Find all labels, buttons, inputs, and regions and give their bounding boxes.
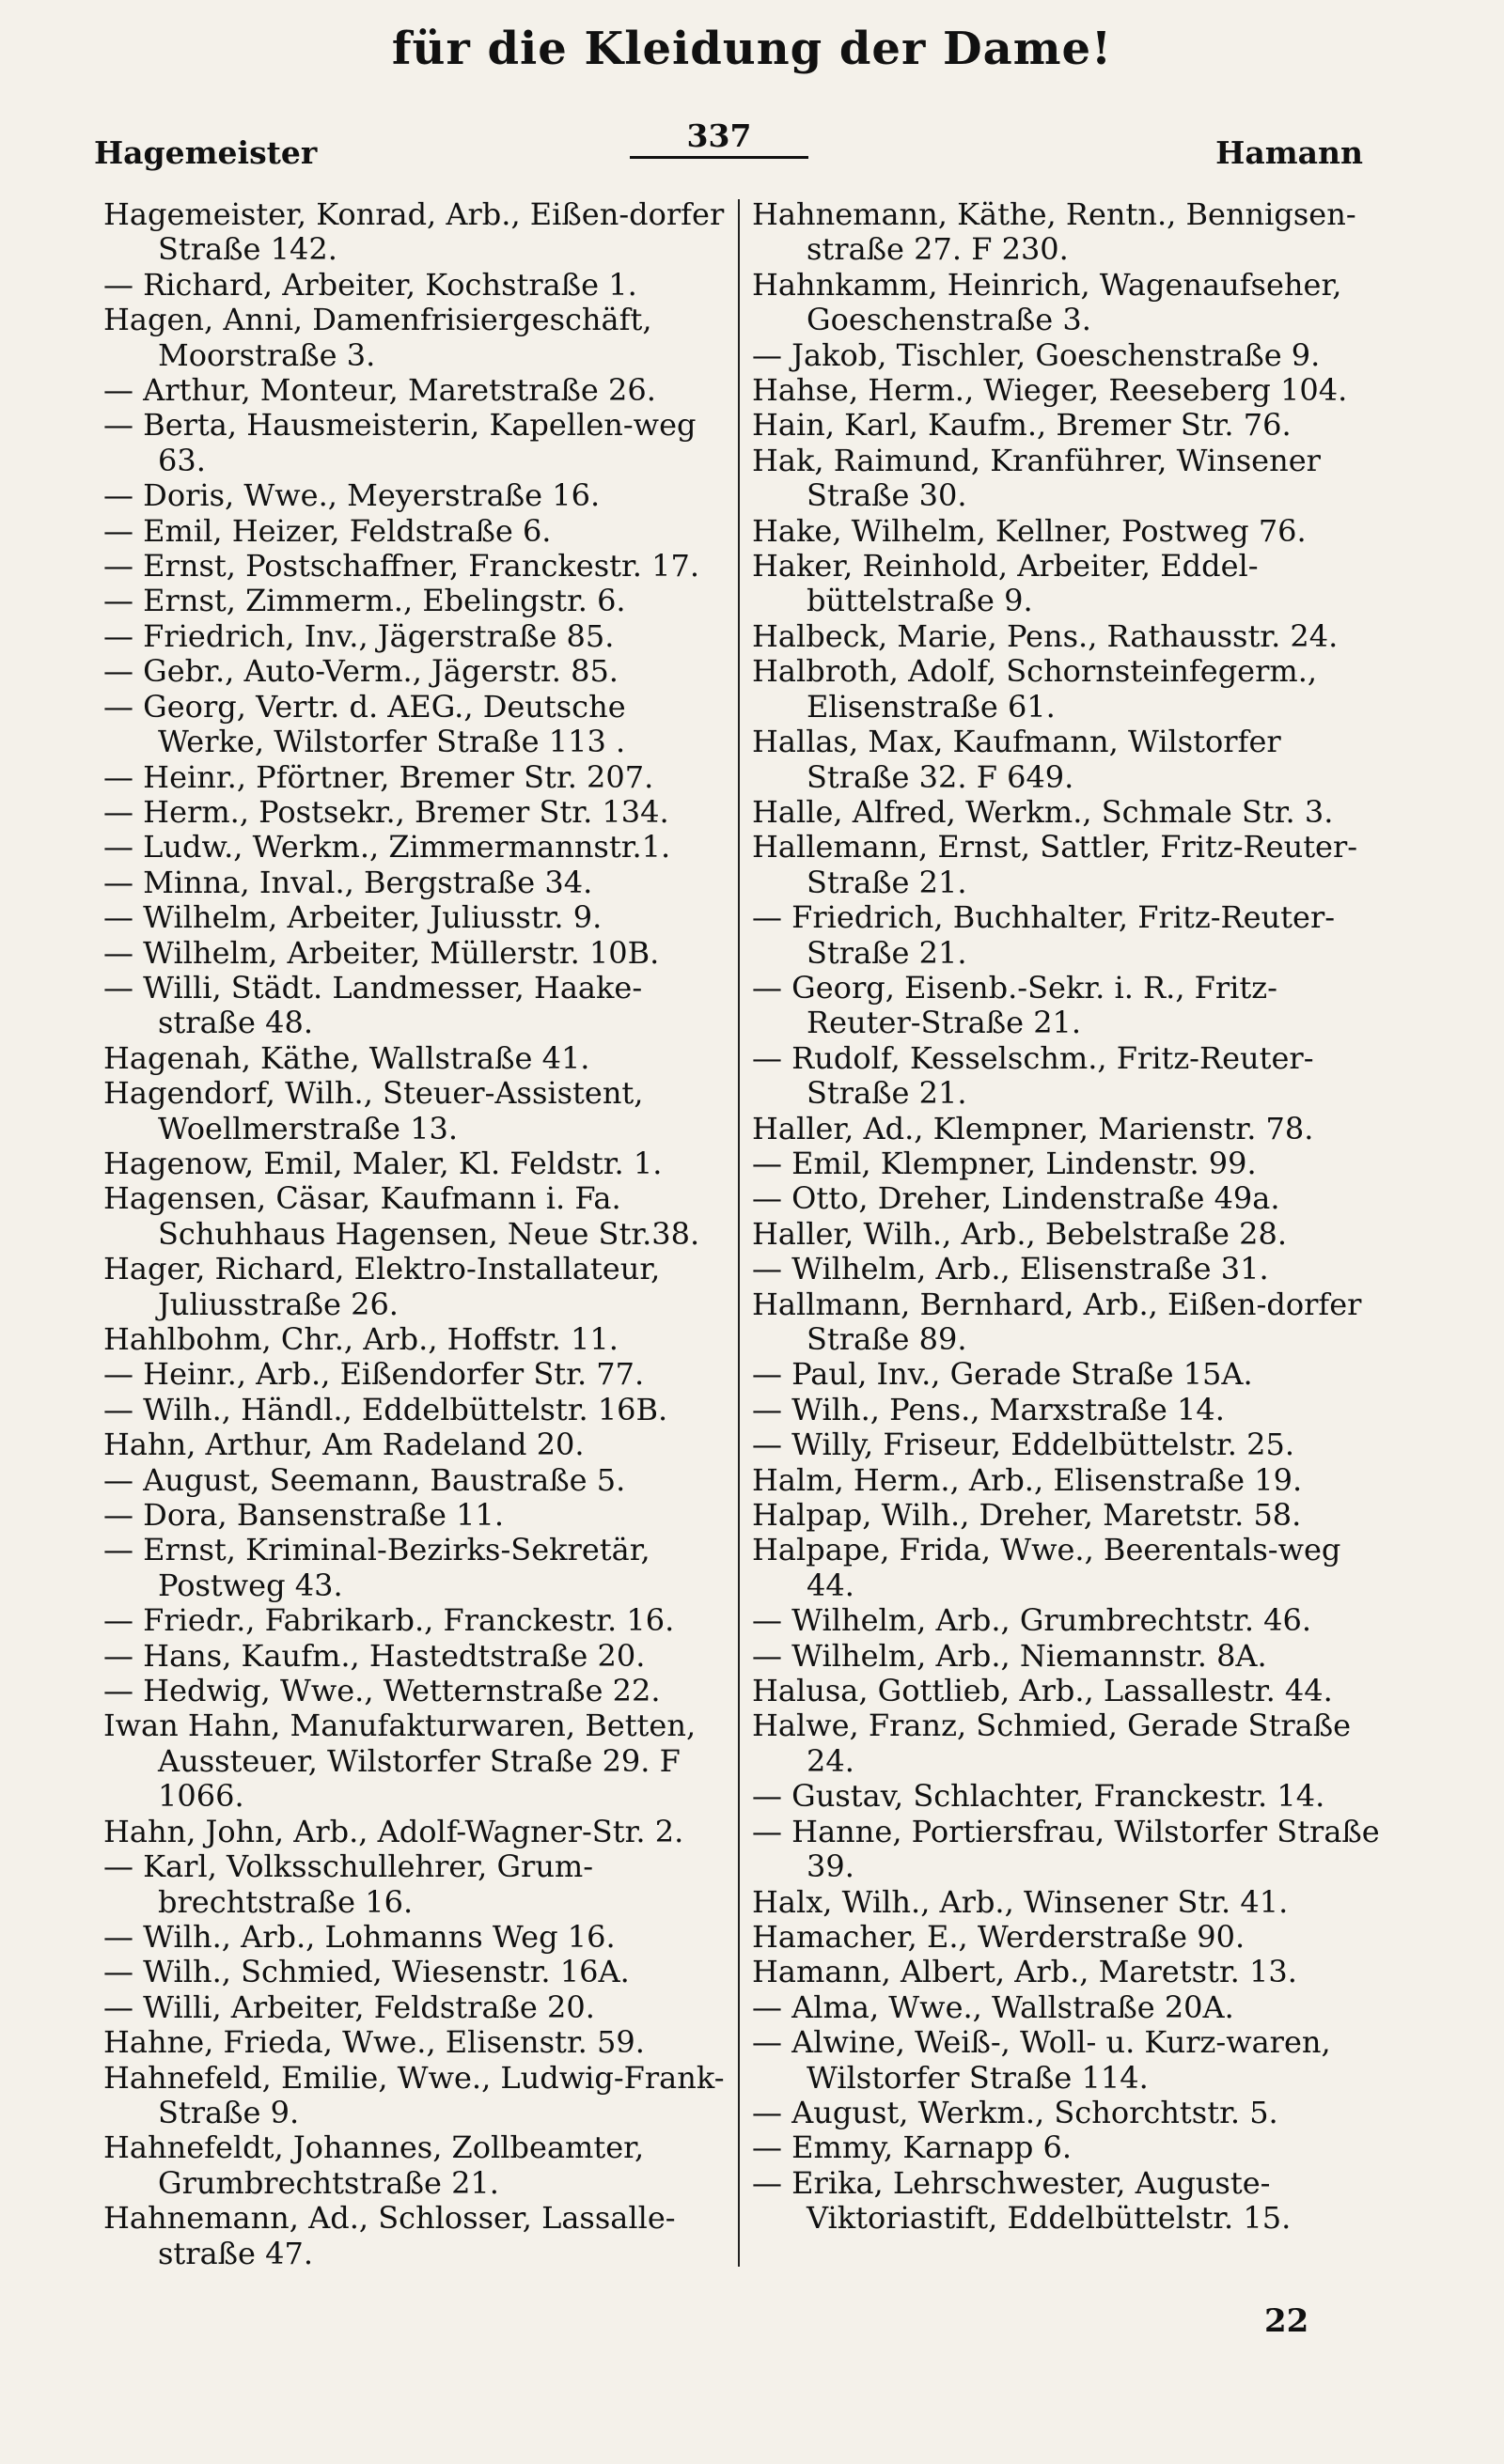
directory-entry: — Willy, Friseur, Eddelbüttelstr. 25.	[752, 1427, 1294, 1463]
directory-entry: — Wilh., Arb., Lohmanns Weg 16.	[103, 1918, 616, 1955]
directory-entry: Hahn, Arthur, Am Radeland 20.	[103, 1427, 585, 1463]
directory-entry: Hagenah, Käthe, Wallstraße 41.	[103, 1039, 590, 1076]
directory-entry: Hallas, Max, Kaufmann, Wilstorfer Straße 32. F 649.	[752, 724, 1281, 795]
directory-entry: — Wilhelm, Arb., Grumbrechtstr. 46.	[752, 1602, 1312, 1639]
column-divider	[738, 199, 740, 2267]
page-number-rule	[630, 156, 808, 159]
directory-entry: — Friedr., Fabrikarb., Franckestr. 16.	[103, 1602, 675, 1639]
directory-entry: Hahn, John, Arb., Adolf-Wagner-Str. 2.	[103, 1813, 684, 1849]
directory-entry: — Berta, Hausmeisterin, Kapellen-weg 63.	[103, 407, 697, 478]
directory-entry: — Hans, Kaufm., Hastedtstraße 20.	[103, 1637, 646, 1674]
directory-entry: Hagemeister, Konrad, Arb., Eißen-dorfer Straße 142.	[103, 196, 725, 268]
directory-entry: — August, Werkm., Schorchtstr. 5.	[752, 2094, 1278, 2130]
directory-entry: Hahne, Frieda, Wwe., Elisenstr. 59.	[103, 2024, 645, 2061]
directory-entry: — Rudolf, Kesselschm., Fritz-Reuter-Straße 21.	[752, 1039, 1314, 1112]
directory-entry: — Emmy, Karnapp 6.	[752, 2129, 1073, 2166]
directory-entry: — August, Seemann, Baustraße 5.	[103, 1461, 626, 1498]
directory-entry: Haller, Wilh., Arb., Bebelstraße 28.	[752, 1215, 1287, 1252]
directory-entry: — Georg, Vertr. d. AEG., Deutsche Werke, Wilstorfer Straße 113 .	[103, 688, 626, 760]
directory-entry: Hagenow, Emil, Maler, Kl. Feldstr. 1.	[103, 1145, 663, 1181]
directory-entry: — Jakob, Tischler, Goeschenstraße 9.	[752, 336, 1321, 373]
directory-entry: Haker, Reinhold, Arbeiter, Eddel-büttelstraße 9.	[752, 548, 1259, 619]
left-column	[103, 197, 733, 2271]
directory-entry: Hagensen, Cäsar, Kaufmann i. Fa. Schuhhaus Hagensen, Neue Str.38.	[103, 1180, 700, 1252]
directory-entry: — Friedrich, Buchhalter, Fritz-Reuter-Straße 21.	[752, 899, 1336, 971]
advertisement-banner: für die Kleidung der Dame!	[391, 23, 1113, 75]
directory-entry: — Paul, Inv., Gerade Straße 15A.	[752, 1356, 1253, 1393]
directory-entry: — Hanne, Portiersfrau, Wilstorfer Straße 39.	[752, 1813, 1380, 1885]
directory-entry: — Georg, Eisenb.-Sekr. i. R., Fritz-Reuter-Straße 21.	[752, 969, 1277, 1041]
directory-entry: Hahnefeld, Emilie, Wwe., Ludwig-Frank-Straße 9.	[103, 2059, 725, 2130]
directory-entry: Haller, Ad., Klempner, Marienstr. 78.	[752, 1110, 1314, 1146]
page-number	[630, 117, 808, 159]
directory-entry: Halbroth, Adolf, Schornsteinfegerm., Elisenstraße 61.	[752, 653, 1318, 725]
directory-entry: — Heinr., Arb., Eißendorfer Str. 77.	[103, 1356, 645, 1393]
directory-entry: — Karl, Volksschullehrer, Grum-brechtstraße 16.	[103, 1848, 594, 1920]
directory-entry: — Dora, Bansenstraße 11.	[103, 1497, 505, 1534]
signature-mark: 22	[1264, 2302, 1309, 2340]
directory-entry: — Erika, Lehrschwester, Auguste-Viktoriastift, Eddelbüttelstr. 15.	[752, 2164, 1292, 2237]
directory-entry: Hak, Raimund, Kranführer, Winsener Straße 30.	[752, 442, 1321, 514]
directory-entry: Hain, Karl, Kaufm., Bremer Str. 76.	[752, 407, 1292, 444]
directory-entry: Halusa, Gottlieb, Arb., Lassallestr. 44.	[752, 1673, 1333, 1709]
directory-entry: Hahnemann, Ad., Schlosser, Lassalle-straße 47.	[103, 2200, 676, 2271]
directory-entry: Iwan Hahn, Manufakturwaren, Betten, Aussteuer, Wilstorfer Straße 29. F 1066.	[103, 1708, 697, 1815]
directory-entry: Hahse, Herm., Wieger, Reeseberg 104.	[752, 372, 1348, 409]
directory-entry: — Ernst, Postschaffner, Franckestr. 17.	[103, 548, 700, 585]
directory-entry: — Willi, Arbeiter, Feldstraße 20.	[103, 1988, 595, 2025]
directory-entry: — Wilhelm, Arb., Elisenstraße 31.	[752, 1251, 1269, 1287]
directory-entry: — Ludw., Werkm., Zimmermannstr.1.	[103, 829, 671, 866]
page-number-text: 337	[686, 117, 752, 154]
directory-entry: Halpape, Frida, Wwe., Beerentals-weg 44.	[752, 1532, 1341, 1603]
directory-entry: Halx, Wilh., Arb., Winsener Str. 41.	[752, 1883, 1289, 1920]
directory-entry: — Ernst, Kriminal-Bezirks-Sekretär, Postweg 43.	[103, 1532, 650, 1603]
directory-entry: — Wilh., Händl., Eddelbüttelstr. 16B.	[103, 1391, 668, 1427]
directory-entry: Hamann, Albert, Arb., Maretstr. 13.	[752, 1954, 1297, 1990]
directory-entry: Halm, Herm., Arb., Elisenstraße 19.	[752, 1461, 1303, 1498]
right-column	[752, 197, 1382, 2237]
directory-entry: — Friedrich, Inv., Jägerstraße 85.	[103, 617, 615, 654]
directory-entry: Hahnefeldt, Johannes, Zollbeamter, Grumbrechtstraße 21.	[103, 2129, 645, 2201]
directory-entry: Halle, Alfred, Werkm., Schmale Str. 3.	[752, 793, 1334, 830]
directory-entry: Hager, Richard, Elektro-Installateur, Juliusstraße 26.	[103, 1251, 661, 1322]
directory-entry: — Hedwig, Wwe., Wetternstraße 22.	[103, 1673, 661, 1709]
directory-entry: — Willi, Städt. Landmesser, Haake-straße 48.	[103, 969, 643, 1041]
directory-entry: — Emil, Klempner, Lindenstr. 99.	[752, 1145, 1257, 1181]
directory-entry: Halbeck, Marie, Pens., Rathausstr. 24.	[752, 617, 1339, 654]
directory-entry: — Wilh., Schmied, Wiesenstr. 16A.	[103, 1954, 630, 1990]
directory-entry: Hamacher, E., Werderstraße 90.	[752, 1918, 1246, 1955]
directory-entry: Hahnkamm, Heinrich, Wagenaufseher, Goeschenstraße 3.	[752, 266, 1342, 338]
directory-entry: — Alma, Wwe., Wallstraße 20A.	[752, 1988, 1234, 2025]
directory-entry: — Gustav, Schlachter, Franckestr. 14.	[752, 1778, 1325, 1815]
directory-entry: — Emil, Heizer, Feldstraße 6.	[103, 512, 552, 549]
directory-entry: — Doris, Wwe., Meyerstraße 16.	[103, 477, 601, 514]
directory-entry: Halpap, Wilh., Dreher, Maretstr. 58.	[752, 1497, 1302, 1534]
directory-entry: — Alwine, Weiß-, Woll- u. Kurz-waren, Wilstorfer Straße 114.	[752, 2024, 1331, 2096]
directory-entry: — Richard, Arbeiter, Kochstraße 1.	[103, 266, 637, 303]
directory-entry: — Wilh., Pens., Marxstraße 14.	[752, 1391, 1225, 1427]
header-right-keyword: Hamann	[1215, 134, 1363, 171]
directory-entry: Hallemann, Ernst, Sattler, Fritz-Reuter-Straße 21.	[752, 829, 1358, 900]
directory-entry: Hallmann, Bernhard, Arb., Eißen-dorfer Straße 89.	[752, 1286, 1362, 1357]
directory-entry: Hagen, Anni, Damenfrisiergeschäft, Moorstraße 3.	[103, 302, 652, 373]
directory-entry: — Otto, Dreher, Lindenstraße 49a.	[752, 1180, 1280, 1217]
directory-entry: Hahnemann, Käthe, Rentn., Bennigsen-straße 27. F 230.	[752, 196, 1356, 268]
directory-entry: — Wilhelm, Arb., Niemannstr. 8A.	[752, 1637, 1267, 1674]
directory-entry: — Gebr., Auto-Verm., Jägerstr. 85.	[103, 653, 619, 690]
directory-entry: — Herm., Postsekr., Bremer Str. 134.	[103, 793, 669, 830]
directory-entry: Hagendorf, Wilh., Steuer-Assistent, Woellmerstraße 13.	[103, 1075, 644, 1146]
directory-entry: Halwe, Franz, Schmied, Gerade Straße 24.	[752, 1708, 1352, 1779]
directory-entry: — Wilhelm, Arbeiter, Juliusstr. 9.	[103, 899, 603, 936]
directory-entry: — Wilhelm, Arbeiter, Müllerstr. 10B.	[103, 934, 660, 971]
header-left-keyword: Hagemeister	[94, 134, 318, 171]
directory-entry: — Ernst, Zimmerm., Ebelingstr. 6.	[103, 583, 626, 619]
directory-entry: — Heinr., Pförtner, Bremer Str. 207.	[103, 758, 654, 795]
directory-entry: Hake, Wilhelm, Kellner, Postweg 76.	[752, 512, 1307, 549]
directory-entry: — Arthur, Monteur, Maretstraße 26.	[103, 372, 656, 409]
directory-entry: — Minna, Inval., Bergstraße 34.	[103, 864, 593, 900]
directory-entry: Hahlbohm, Chr., Arb., Hoffstr. 11.	[103, 1321, 619, 1357]
